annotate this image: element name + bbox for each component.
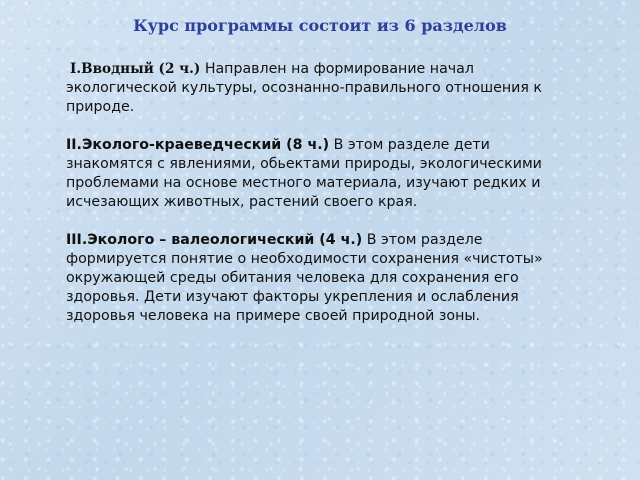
sections-list — [66, 60, 566, 345]
section-heading: I.Вводный (2 ч.) — [70, 61, 201, 77]
section-introductory — [66, 60, 566, 117]
section-heading: II.Эколого-краеведческий (8 ч.) — [66, 137, 330, 153]
section-local-history — [66, 136, 566, 212]
section-heading: III.Эколого – валеологический (4 ч.) — [66, 232, 363, 248]
section-text: В этом разделе дети знакомятся с явлениями, обьектами природы, экологическими проблемами на основе местного материала, изучают редких и исчезающих животных, растений своего края. — [66, 137, 542, 210]
section-valeological — [66, 231, 566, 326]
slide-title: Курс программы состоит из 6 разделов — [133, 16, 507, 35]
section-text: В этом разделе формируется понятие о необходимости сохранения «чистоты» окружающей среды обитания человека для сохранения его здоровья. Дети изучают факторы укрепления и ослабления здоровья человека на примере своей природной зоны. — [66, 232, 543, 324]
section-text: Направлен на формирование начал экологической культуры, осознанно-правильного отношения к природе. — [66, 61, 542, 115]
